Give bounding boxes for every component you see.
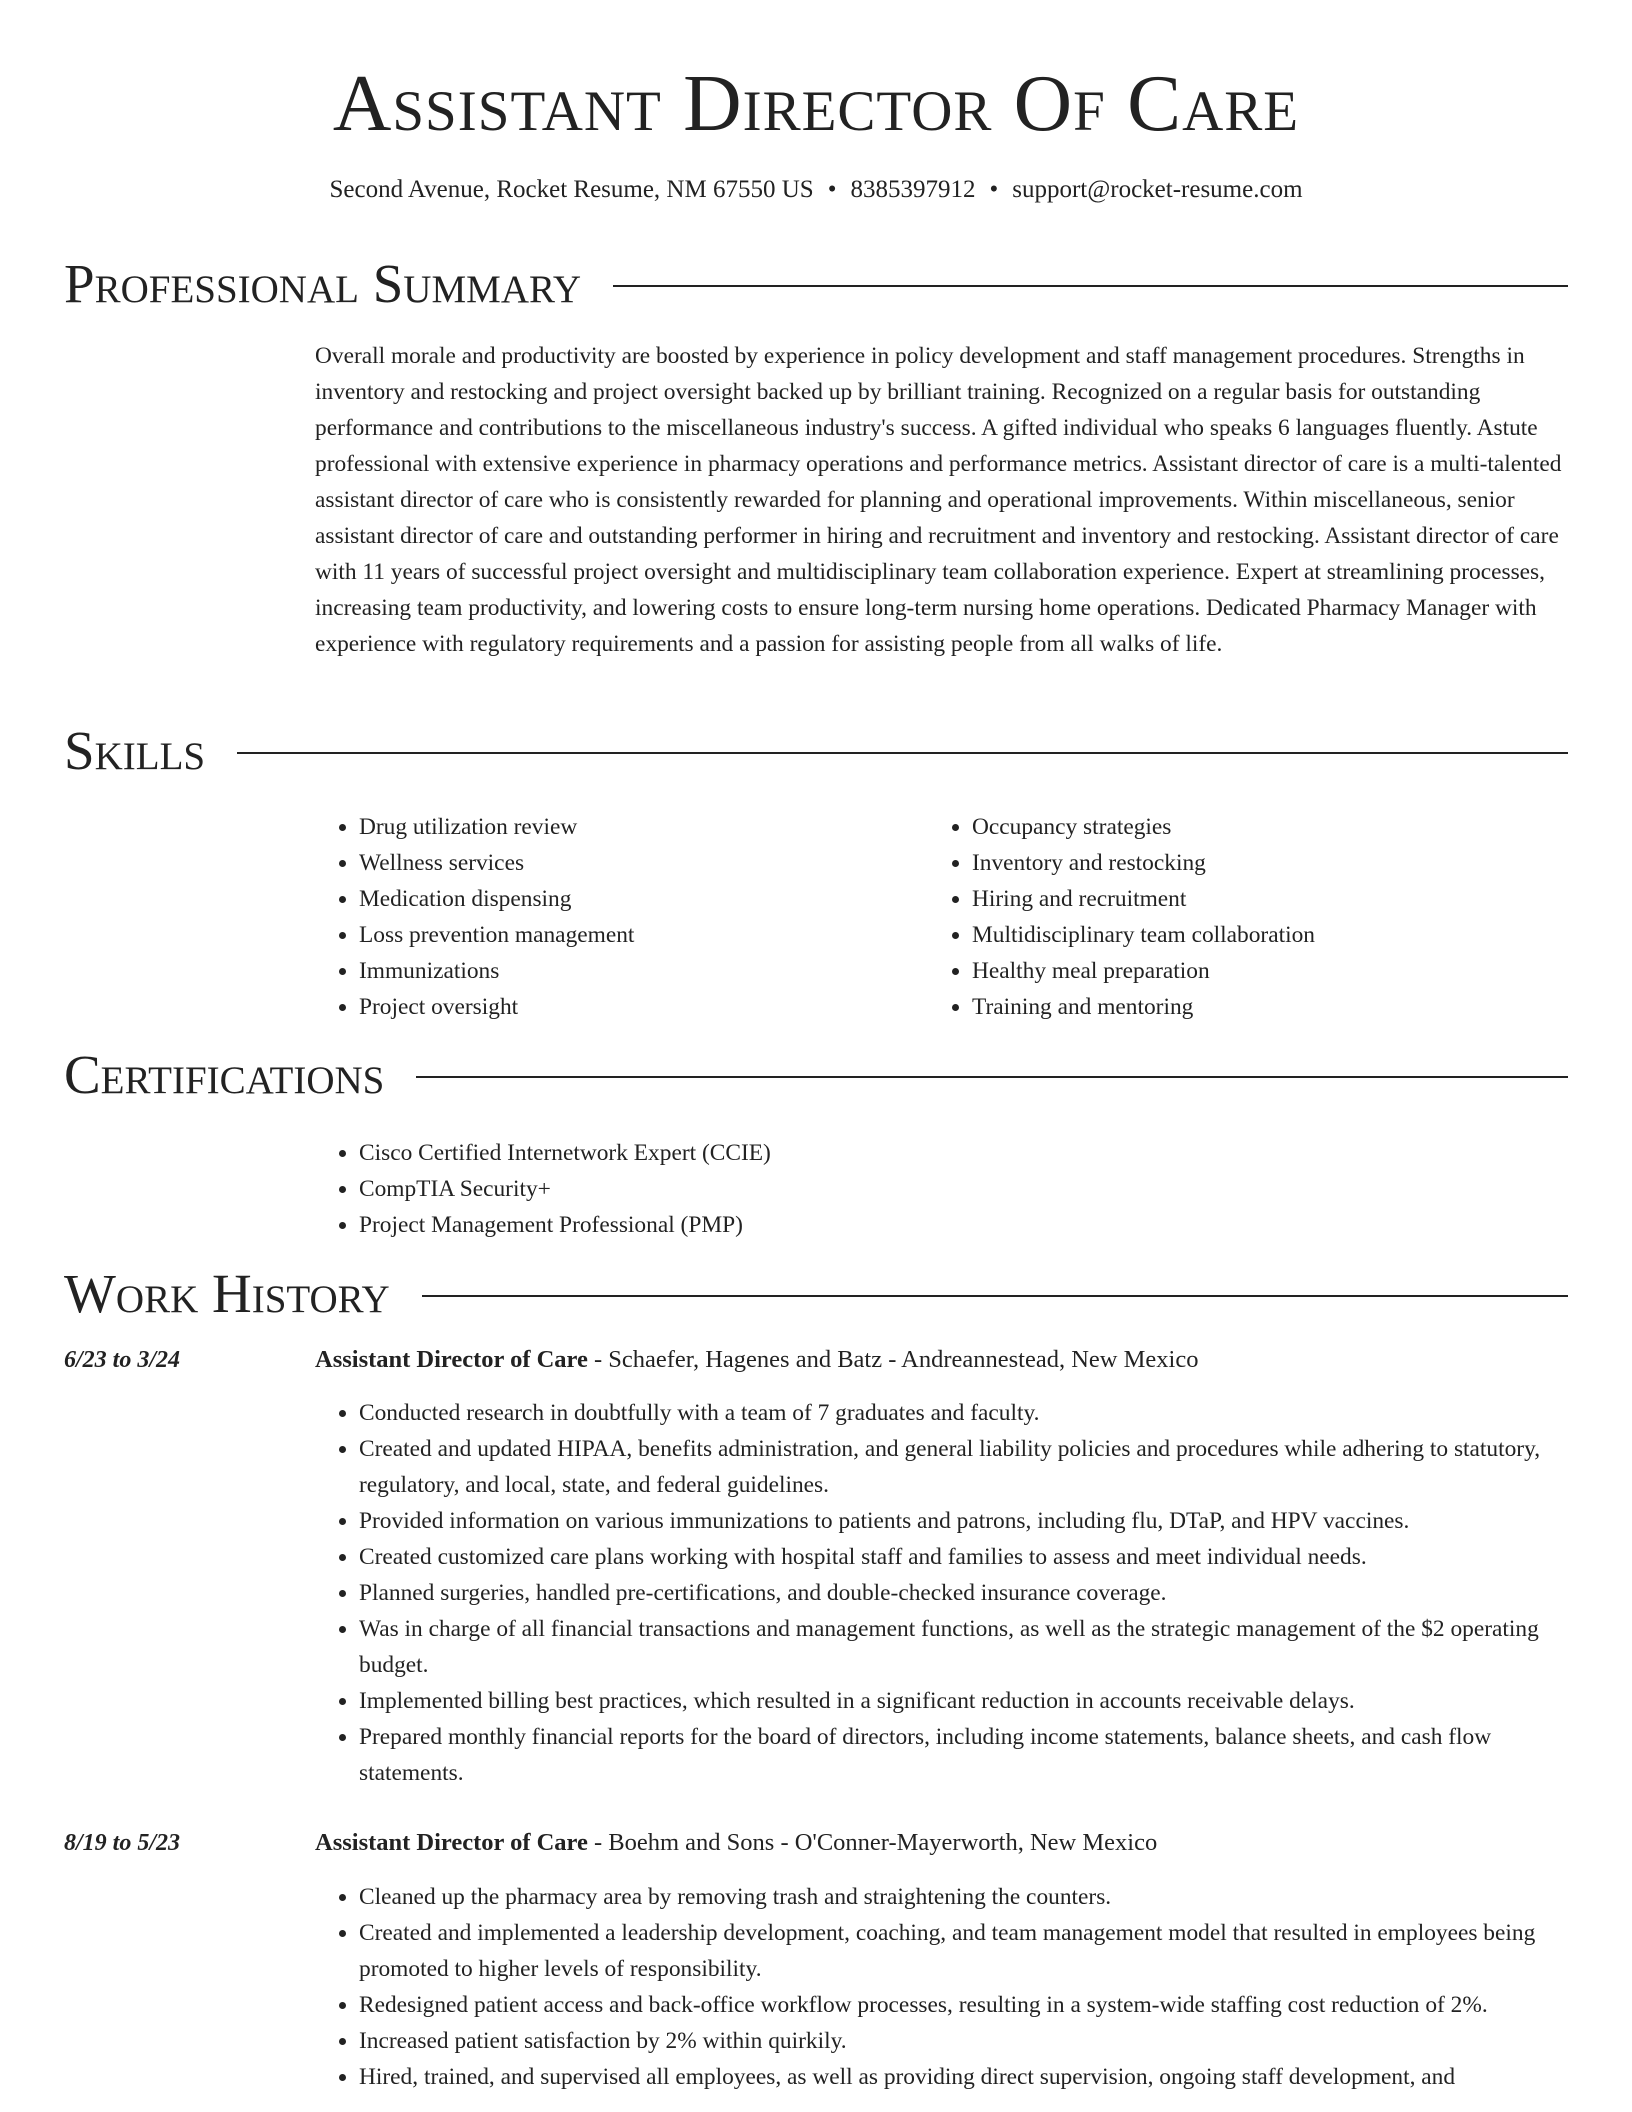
skills-section-header xyxy=(64,719,1568,783)
section-divider xyxy=(613,285,1568,287)
summary-section-title: Professional Summary xyxy=(64,253,582,314)
skills-list-right xyxy=(928,809,1528,1025)
job-bullet: • Cleaned up the pharmacy area by removing trash and straightening the counters. xyxy=(359,1879,1571,1915)
candidate-name: Assistant Director Of Care xyxy=(332,58,1300,148)
section-divider xyxy=(237,752,1568,754)
skills-list-left xyxy=(315,809,915,1025)
job-bullet: • Hired, trained, and supervised all employees, as well as providing direct supervision, ongoing staff development, and xyxy=(359,2059,1571,2095)
job-employer-location: - Schaefer, Hagenes and Batz - Andreannestead, New Mexico xyxy=(587,1346,1199,1373)
skill-item: • Occupancy strategies xyxy=(972,809,1528,845)
contact-email[interactable]: support@rocket-resume.com xyxy=(1012,176,1303,203)
job-dates: 8/19 to 5/23 xyxy=(64,1830,181,1856)
contact-phone: 8385397912 xyxy=(850,176,976,203)
skill-item: • Training and mentoring xyxy=(972,989,1528,1025)
job-bullet: • Conducted research in doubtfully with a team of 7 graduates and faculty. xyxy=(359,1395,1571,1431)
skill-item: • Inventory and restocking xyxy=(972,845,1528,881)
job-bullet: • Created customized care plans working with hospital staff and families to assess and meet individual needs. xyxy=(359,1539,1571,1575)
certification-item: • Cisco Certified Internetwork Expert (CCIE) xyxy=(359,1135,1571,1171)
summary-text: Overall morale and productivity are boosted by experience in policy development and staff management procedures. Strengths in inventory and restocking and project oversight backed up by brilliant training. Recognized on a regular basis for outstanding performance and contributions to the miscellaneous industry's success. A gifted individual who speaks 6 languages fluently. Astute professional with extensive experience in pharmacy operations and performance metrics. Assistant director of care is a multi-talented assistant director of care who is consistently rewarded for planning and operational improvements. Within miscellaneous, senior assistant director of care and outstanding performer in hiring and recruitment and inventory and restocking. Assistant director of care with 11 years of successful project oversight and multidisciplinary team collaboration experience. Expert at streamlining processes, increasing team productivity, and lowering costs to ensure long-term nursing home operations. Dedicated Pharmacy Manager with experience with regulatory requirements and a passion for assisting people from all walks of life. xyxy=(315,343,1562,657)
job-bullets xyxy=(315,1879,1571,2095)
contact-line xyxy=(64,172,1568,208)
work-section-title: Work History xyxy=(64,1263,390,1324)
section-divider xyxy=(416,1076,1568,1078)
job-title: Assistant Director of Care xyxy=(315,1346,588,1373)
skill-item: • Immunizations xyxy=(359,953,915,989)
job-title: Assistant Director of Care xyxy=(315,1829,588,1856)
work-section-header xyxy=(64,1262,1568,1326)
job-bullet: • Increased patient satisfaction by 2% within quirkily. xyxy=(359,2023,1571,2059)
job-title-line xyxy=(315,1825,1571,1861)
job-bullet: • Was in charge of all financial transactions and management functions, as well as the strategic management of the $2 operating budget. xyxy=(359,1611,1571,1683)
job-bullet: • Redesigned patient access and back-office workflow processes, resulting in a system-wide staffing cost reduction of 2%. xyxy=(359,1987,1571,2023)
skill-item: • Hiring and recruitment xyxy=(972,881,1528,917)
job-bullet: • Planned surgeries, handled pre-certifications, and double-checked insurance coverage. xyxy=(359,1575,1571,1611)
job-bullet: • Provided information on various immunizations to patients and patrons, including flu, DTaP, and HPV vaccines. xyxy=(359,1503,1571,1539)
skill-item: • Loss prevention management xyxy=(359,917,915,953)
job-bullet: • Created and updated HIPAA, benefits administration, and general liability policies and procedures while adhering to statutory, regulatory, and local, state, and federal guidelines. xyxy=(359,1431,1571,1503)
certifications-section-header xyxy=(64,1043,1568,1107)
certification-item: • CompTIA Security+ xyxy=(359,1171,1571,1207)
certifications-list xyxy=(315,1135,1571,1243)
contact-separator: • xyxy=(989,176,999,203)
certifications-block xyxy=(315,1135,1571,1243)
job-bullet: • Implemented billing best practices, which resulted in a significant reduction in accounts receivable delays. xyxy=(359,1683,1571,1719)
skill-item: • Medication dispensing xyxy=(359,881,915,917)
skill-item: • Project oversight xyxy=(359,989,915,1025)
job-dates: 6/23 to 3/24 xyxy=(64,1347,181,1373)
job-bullet: • Created and implemented a leadership development, coaching, and team management model that resulted in employees being promoted to higher levels of responsibility. xyxy=(359,1915,1571,1987)
summary-section-header xyxy=(64,252,1568,316)
skills-column-right xyxy=(928,809,1528,1025)
certifications-section-title: Certifications xyxy=(64,1044,385,1105)
job-bullet-list xyxy=(315,1395,1571,1791)
job-bullet-list xyxy=(315,1879,1571,2095)
section-divider xyxy=(422,1295,1568,1297)
contact-address: Second Avenue, Rocket Resume, NM 67550 US xyxy=(329,176,814,203)
skill-item: • Wellness services xyxy=(359,845,915,881)
skill-item: • Drug utilization review xyxy=(359,809,915,845)
skills-section-title: Skills xyxy=(64,720,206,781)
job-employer-location: - Boehm and Sons - O'Conner-Mayerworth, New Mexico xyxy=(587,1829,1158,1856)
job-bullet: • Prepared monthly financial reports for the board of directors, including income statements, balance sheets, and cash flow statements. xyxy=(359,1719,1571,1791)
contact-separator: • xyxy=(827,176,837,203)
skill-item: • Multidisciplinary team collaboration xyxy=(972,917,1528,953)
job-title-line xyxy=(315,1342,1571,1378)
job-bullets xyxy=(315,1395,1571,1791)
skills-column-left xyxy=(315,809,915,1025)
skill-item: • Healthy meal preparation xyxy=(972,953,1528,989)
certification-item: • Project Management Professional (PMP) xyxy=(359,1207,1571,1243)
